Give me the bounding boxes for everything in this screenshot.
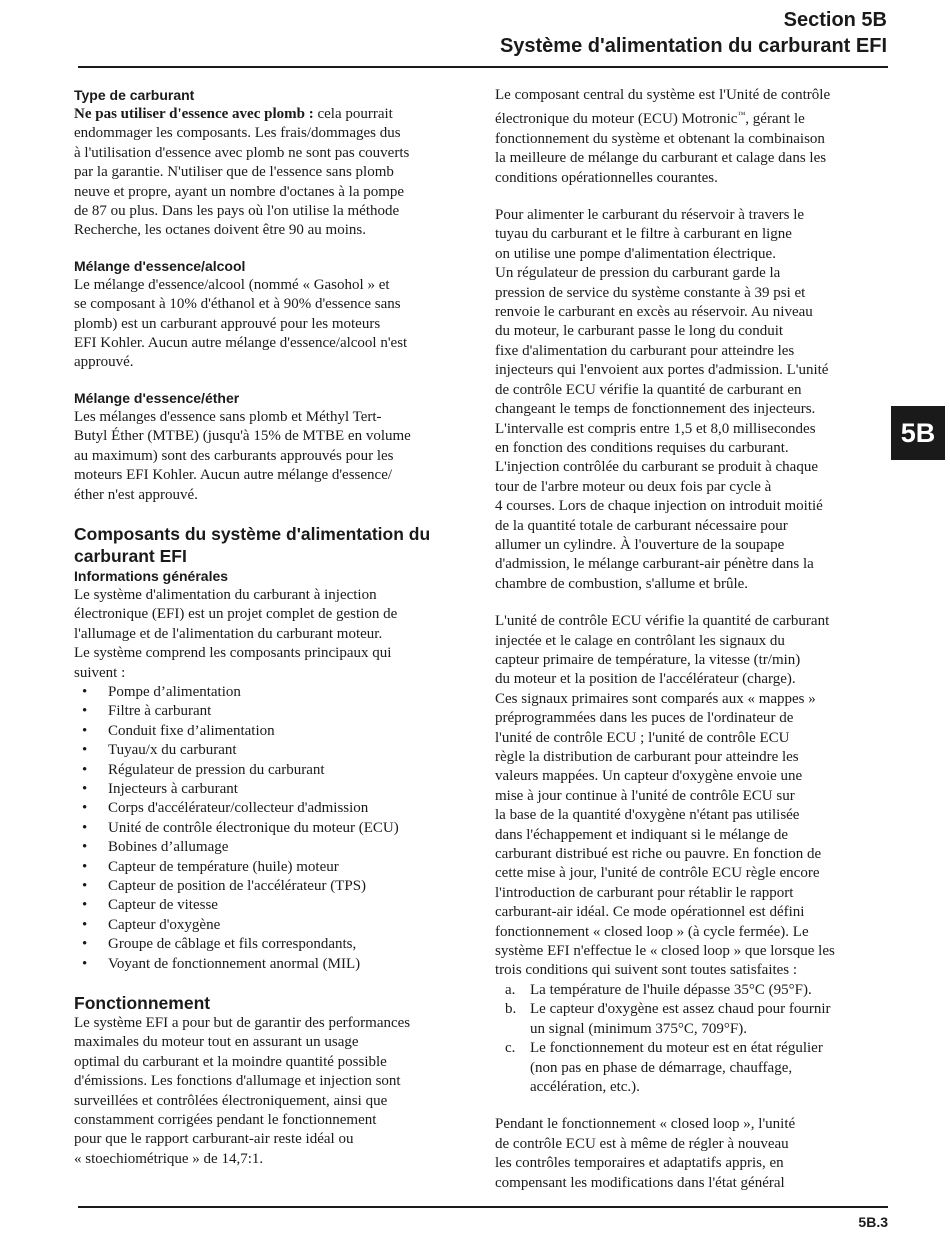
text-line: L'injection contrôlée du carburant se produit à chaque: [495, 459, 818, 476]
text-line: de 87 ou plus. Dans les pays où l'on utilise la méthode: [74, 203, 400, 220]
list-item: • Bobines d’allumage: [74, 838, 476, 857]
text-line: Les mélanges d'essence sans plomb et Méthyl Tert-: [74, 408, 382, 425]
text-line: Pour alimenter le carburant du réservoir à travers le: [495, 207, 805, 224]
components-paragraph: [74, 586, 476, 683]
ecu-control-paragraph: [495, 612, 897, 981]
components-list: [74, 683, 476, 974]
condition-item: [495, 981, 897, 1000]
text-line: du moteur et la position de l'accélérateur (charge).: [495, 671, 796, 688]
text-line: trois conditions qui suivent sont toutes satisfaites :: [495, 962, 798, 979]
text-line: Le système comprend les composants principaux qui: [74, 645, 392, 662]
text-line: injectée et le calage en contrôlant les signaux du: [495, 632, 785, 649]
text-line: en fonction des conditions requises du carburant.: [495, 439, 789, 456]
page-number: 5B.3: [858, 1214, 888, 1230]
list-item: • Unité de contrôle électronique du moteur (ECU): [74, 819, 476, 838]
section-tab: 5B: [891, 406, 945, 460]
text-line: suivent :: [74, 664, 126, 681]
text-line: L'unité de contrôle ECU vérifie la quantité de carburant: [495, 613, 830, 630]
list-item: • Groupe de câblage et fils correspondants,: [74, 935, 476, 954]
text-line: l'introduction de carburant pour rétablir le rapport: [495, 884, 794, 901]
left-column: [74, 86, 476, 1169]
ecu-intro-paragraph: [495, 86, 897, 188]
text-line: Ces signaux primaires sont comparés aux « mappes »: [495, 690, 816, 707]
text-line: « stoechiométrique » de 14,7:1.: [74, 1150, 264, 1167]
text-line: dans l'échappement et indiquant si le mélange de: [495, 826, 789, 843]
list-item: • Régulateur de pression du carburant: [74, 761, 476, 780]
text-line: règle la distribution de carburant pour atteindre les: [495, 749, 799, 765]
text-line: de contrôle ECU est à même de régler à nouveau: [495, 1135, 789, 1152]
page-header: [500, 7, 887, 59]
list-item: • Filtre à carburant: [74, 702, 476, 721]
text-line: accélération, etc.).: [530, 1078, 640, 1095]
list-item: • Conduit fixe d’alimentation: [74, 722, 476, 741]
text-line: moteurs EFI Kohler. Aucun autre mélange d'essence/: [74, 467, 393, 484]
operation-heading: Fonctionnement: [74, 993, 211, 1014]
right-column: [495, 86, 897, 1193]
text-line: maximales du moteur tout en assurant un usage: [74, 1034, 359, 1051]
text-line: Recherche, les octanes doivent être 90 au moins.: [74, 222, 366, 239]
text-line: préprogrammées dans les puces de l'ordinateur de: [495, 710, 794, 727]
text-line: tuyau du carburant et le filtre à carburant en ligne: [495, 226, 792, 243]
fuel-type-heading: Type de carburant: [74, 87, 195, 103]
fuel-delivery-paragraph: [495, 206, 897, 594]
text-line: changeant le temps de fonctionnement des injecteurs.: [495, 401, 816, 418]
text-line: un signal (minimum 375°C, 709°F).: [530, 1020, 748, 1037]
section-title: Système d'alimentation du carburant EFI: [499, 35, 887, 57]
general-info-subheading: Informations générales: [74, 567, 229, 584]
text-line: électronique (EFI) est un projet complet de gestion de: [74, 606, 398, 623]
text-line: Pendant le fonctionnement « closed loop », l'unité: [495, 1116, 796, 1133]
gasohol-heading: Mélange d'essence/alcool: [74, 257, 246, 274]
text-line: fixe d'alimentation du carburant pour atteindre les: [495, 342, 795, 359]
text-line: électronique du moteur (ECU) Motronic: [495, 111, 738, 128]
text-line: cette mise à jour, l'unité de contrôle ECU règle encore: [495, 865, 820, 882]
text-line: on utilise une pompe d'alimentation électrique.: [495, 245, 776, 262]
text-line: tour de l'arbre moteur ou deux fois par cycle à: [495, 478, 772, 495]
text-line: au maximum) sont des carburants approuvés pour les: [74, 447, 394, 464]
text-line: approuvé.: [74, 354, 134, 371]
list-item: • Capteur de température (huile) moteur: [74, 858, 476, 877]
condition-item: [495, 1000, 897, 1039]
text-line: La température de l'huile dépasse 35°C (95°F).: [530, 981, 812, 998]
text-line: la base de la quantité d'oxygène n'étant pas utilisée: [495, 807, 800, 824]
text-line: éther n'est approuvé.: [74, 486, 198, 503]
text-line: injecteurs qui l'envoient aux portes d'admission. L'unité: [495, 362, 829, 379]
text-line: constamment corrigées pendant le fonctionnement: [74, 1112, 377, 1129]
list-item: • Corps d'accélérateur/collecteur d'admission: [74, 799, 476, 818]
text-line: la meilleure de mélange du carburant et calage dans les: [495, 150, 827, 167]
text-line: Le système d'alimentation du carburant à injection: [74, 586, 377, 603]
text-line: à l'utilisation d'essence avec plomb ne sont pas couverts: [74, 144, 410, 161]
list-item: • Capteur d'oxygène: [74, 916, 476, 935]
text-line: Le mélange d'essence/alcool (nommé « Gasohol » et: [74, 276, 390, 293]
gasohol-paragraph: [74, 276, 476, 373]
text-line: les contrôles temporaires et adaptatifs appris, en: [495, 1155, 784, 1172]
text-line: Le système EFI a pour but de garantir des performances: [74, 1015, 411, 1032]
text-line: fonctionnement « closed loop » (à cycle fermée). Le: [495, 923, 809, 940]
text-line: carburant distribué est riche ou pauvre. En fonction de: [495, 846, 822, 863]
text-line: conditions opérationnelles courantes.: [495, 169, 718, 186]
text-line: du moteur, le carburant passe le long du conduit: [495, 323, 784, 340]
text-line: (non pas en phase de démarrage, chauffage,: [530, 1059, 793, 1076]
text-line: l'allumage et de l'alimentation du carburant moteur.: [74, 625, 383, 642]
text-line: L'intervalle est compris entre 1,5 et 8,0 millisecondes: [495, 420, 816, 437]
fuel-type-warning: Ne pas utiliser d'essence avec plomb :: [74, 106, 314, 122]
text-line: de la quantité totale de carburant nécessaire pour: [495, 517, 788, 534]
text-line: pour que le rapport carburant-air reste idéal ou: [74, 1131, 354, 1148]
trademark-mark: ™: [737, 110, 746, 120]
list-item: • Pompe d’alimentation: [74, 683, 476, 702]
section-number: Section 5B: [783, 9, 887, 31]
text-line: Le fonctionnement du moteur est en état régulier: [530, 1040, 823, 1057]
text-line: mise à jour continue à l'unité de contrôle ECU sur: [495, 787, 795, 804]
text-line: capteur primaire de température, la vitesse (tr/min): [495, 651, 801, 668]
fuel-type-paragraph: [74, 105, 476, 241]
text-line: cela pourrait: [313, 106, 393, 122]
text-line: plomb) est un carburant approuvé pour les moteurs: [74, 315, 381, 332]
text-line: d'émissions. Les fonctions d'allumage et injection sont: [74, 1073, 401, 1090]
text-line: renvoie le carburant en excès au réservoir. Au niveau: [495, 304, 813, 321]
heading-line: carburant EFI: [74, 545, 187, 566]
list-item: • Capteur de position de l'accélérateur (TPS): [74, 877, 476, 896]
text-line: 4 courses. Lors de chaque injection on introduit moitié: [495, 498, 823, 515]
text-line: Le capteur d'oxygène est assez chaud pour fournir: [530, 1001, 831, 1018]
ether-paragraph: [74, 408, 476, 505]
text-line: EFI Kohler. Aucun autre mélange d'essence/alcool n'est: [74, 335, 408, 352]
text-line: allumer un cylindre. À l'ouverture de la soupape: [495, 536, 785, 553]
heading-line: Composants du système d'alimentation du: [74, 523, 431, 544]
list-marker: a.: [505, 981, 516, 998]
text-line: compensant les modifications dans l'état général: [495, 1174, 785, 1191]
text-line: Le composant central du système est l'Unité de contrôle: [495, 87, 831, 103]
closed-loop-conditions: [495, 981, 897, 1097]
text-line: se composant à 10% d'éthanol et à 90% d'essence sans: [74, 296, 401, 313]
text-line: surveillées et contrôlées électroniquement, ainsi que: [74, 1092, 388, 1109]
text-line: Butyl Éther (MTBE) (jusqu'à 15% de MTBE en volume: [74, 428, 411, 445]
text-line: l'unité de contrôle ECU ; l'unité de contrôle ECU: [495, 729, 790, 746]
text-line: endommager les composants. Les frais/dommages dus: [74, 125, 401, 142]
text-line: fonctionnement du système et obtenant la combinaison: [495, 130, 825, 147]
closed-loop-paragraph: [495, 1115, 897, 1193]
text-line: pression de service du système constante à 39 psi et: [495, 284, 806, 301]
condition-item: [495, 1039, 897, 1097]
text-line: optimal du carburant et la moindre quantité possible: [74, 1053, 387, 1070]
list-marker: c.: [505, 1040, 516, 1057]
text-line: , gérant le: [745, 111, 805, 128]
text-line: neuve et propre, ayant un nombre d'octanes à la pompe: [74, 183, 405, 200]
header-rule: [78, 66, 888, 68]
text-line: par la garantie. N'utiliser que de l'essence sans plomb: [74, 164, 394, 181]
text-line: de contrôle ECU vérifie la quantité de carburant en: [495, 381, 802, 398]
list-item: • Injecteurs à carburant: [74, 780, 476, 799]
text-line: Un régulateur de pression du carburant garde la: [495, 265, 781, 282]
text-line: carburant-air idéal. Ce mode opérationnel est défini: [495, 904, 805, 921]
list-marker: b.: [505, 1001, 517, 1018]
text-line: d'admission, le mélange carburant-air pénètre dans la: [495, 556, 814, 573]
list-item: • Capteur de vitesse: [74, 896, 476, 915]
footer-rule: [78, 1206, 888, 1208]
text-line: chambre de combustion, s'allume et brûle.: [495, 575, 749, 592]
list-item: • Tuyau/x du carburant: [74, 741, 476, 760]
text-line: valeurs mappées. Un capteur d'oxygène envoie une: [495, 768, 803, 785]
components-heading: [74, 523, 476, 567]
operation-paragraph: [74, 1014, 476, 1169]
ether-heading: Mélange d'essence/éther: [74, 389, 240, 406]
list-item: • Voyant de fonctionnement anormal (MIL): [74, 955, 476, 974]
text-line: système EFI n'effectue le « closed loop » que lorsque les: [495, 943, 835, 960]
